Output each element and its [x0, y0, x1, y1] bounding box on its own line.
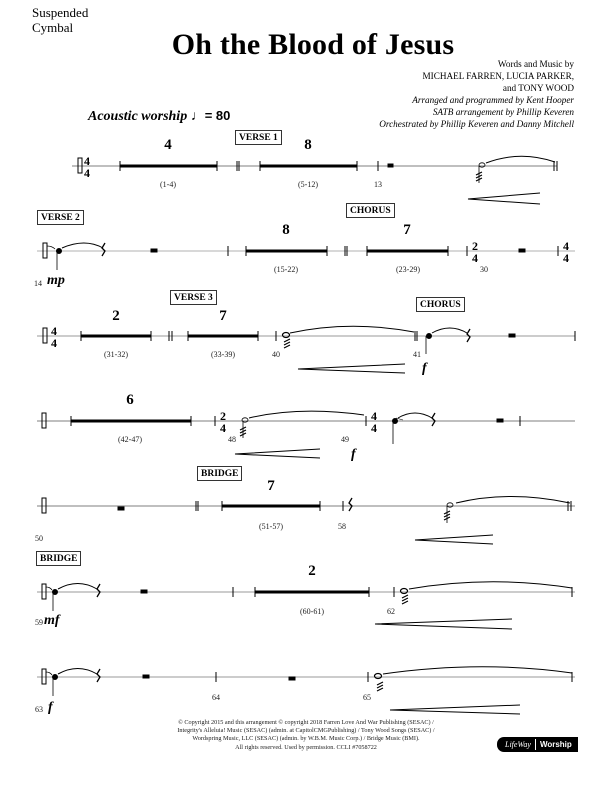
multirest-range: (31-32)	[104, 350, 128, 359]
measure-number: 63	[35, 705, 43, 714]
multirest-count: 2	[308, 563, 316, 579]
copyright-line-2: Integrity's Alleluia! Music (SESAC) (admin. at CapitolCMGPublishing) / Tony Wood Songs (SESAC) /	[177, 727, 435, 735]
multirest-range: (5-12)	[298, 180, 318, 189]
multirest-range: (23-29)	[396, 265, 420, 274]
logo-lifeway: LifeWay	[505, 740, 531, 749]
measure-number: 40	[272, 350, 280, 359]
copyright-line-3: Wordspring Music, LLC (SESAC) (admin. by W.B.M. Music Corp.) / Bridge Music (BMI).	[192, 735, 420, 743]
rehearsal-mark-verse-1: VERSE 1	[235, 130, 282, 145]
multirest-count: 2	[112, 308, 120, 324]
multirest-range: (15-22)	[274, 265, 298, 274]
svg-text:4: 4	[371, 409, 377, 423]
dynamic-f: f	[48, 700, 53, 715]
measure-number: 30	[480, 265, 488, 274]
svg-text:2: 2	[220, 409, 226, 423]
multirest-range: (33-39)	[211, 350, 235, 359]
measure-number: 62	[387, 607, 395, 616]
svg-text:4: 4	[563, 239, 569, 253]
measure-number: 13	[374, 180, 382, 189]
copyright-line-4: All rights reserved. Used by permission. CCLI #7058722	[235, 743, 377, 751]
multirest-range: (51-57)	[259, 522, 283, 531]
dynamic-f: f	[351, 447, 356, 462]
svg-text:4: 4	[220, 421, 226, 435]
measure-number: 49	[341, 435, 349, 444]
measure-number: 14	[34, 279, 42, 288]
svg-text:4: 4	[563, 251, 569, 265]
svg-text:4: 4	[51, 336, 57, 350]
dynamic-f: f	[422, 361, 427, 376]
multirest-range: (60-61)	[300, 607, 324, 616]
rehearsal-mark-chorus: CHORUS	[416, 297, 465, 312]
measure-number: 48	[228, 435, 236, 444]
rehearsal-mark-chorus: CHORUS	[346, 203, 395, 218]
multirest-count: 8	[304, 137, 312, 153]
multirest-range: (1-4)	[160, 180, 176, 189]
copyright-line-1: © Copyright 2015 and this arrangement © copyright 2018 Farren Love And War Publishing (SESAC) /	[178, 719, 434, 726]
multirest-range: (42-47)	[118, 435, 142, 444]
tempo-bpm: = 80	[204, 108, 231, 123]
multirest-count: 6	[126, 392, 134, 408]
measure-number: 58	[338, 522, 346, 531]
credit-orchestrated: Orchestrated by Phillip Keveren and Danny Mitchell	[379, 119, 574, 129]
multirest-count: 4	[164, 137, 172, 153]
multirest-count: 7	[219, 308, 227, 324]
lifeway-worship-logo	[497, 737, 578, 752]
svg-text:4: 4	[51, 324, 57, 338]
logo-worship: Worship	[539, 740, 572, 749]
rehearsal-mark-verse-3: VERSE 3	[170, 290, 217, 305]
rehearsal-mark-verse-2: VERSE 2	[37, 210, 84, 225]
song-title: Oh the Blood of Jesus	[171, 28, 455, 61]
logo-divider	[535, 739, 536, 750]
dynamic-mf: mf	[44, 613, 60, 628]
multirest-count: 8	[282, 222, 290, 238]
svg-text:4: 4	[84, 154, 90, 168]
credit-authors-1: MICHAEL FARREN, LUCIA PARKER,	[422, 71, 574, 81]
svg-text:4: 4	[472, 251, 478, 265]
instrument-line-1: Suspended	[32, 5, 89, 20]
multirest-count: 7	[403, 222, 411, 238]
rehearsal-mark-bridge: BRIDGE	[197, 466, 242, 481]
rehearsal-mark-bridge: BRIDGE	[36, 551, 81, 566]
measure-number: 59	[35, 618, 43, 627]
multirest-count: 7	[267, 478, 275, 494]
credit-satb: SATB arrangement by Phillip Keveren	[432, 107, 574, 117]
measure-number: 41	[413, 350, 421, 359]
credit-authors-2: and TONY WOOD	[502, 83, 574, 93]
instrument-line-2: Cymbal	[32, 20, 74, 35]
svg-text:4: 4	[84, 166, 90, 180]
measure-number: 50	[35, 534, 43, 543]
credit-words-music: Words and Music by	[497, 59, 574, 69]
quarter-note-icon: ♩	[190, 109, 205, 124]
credit-arranged: Arranged and programmed by Kent Hooper	[412, 95, 574, 105]
measure-number: 65	[363, 693, 371, 702]
tempo-style: Acoustic worship	[88, 109, 188, 124]
copyright-notice	[110, 719, 502, 752]
svg-text:2: 2	[472, 239, 478, 253]
measure-number: 64	[212, 693, 220, 702]
dynamic-mp: mp	[47, 273, 65, 288]
svg-text:4: 4	[371, 421, 377, 435]
